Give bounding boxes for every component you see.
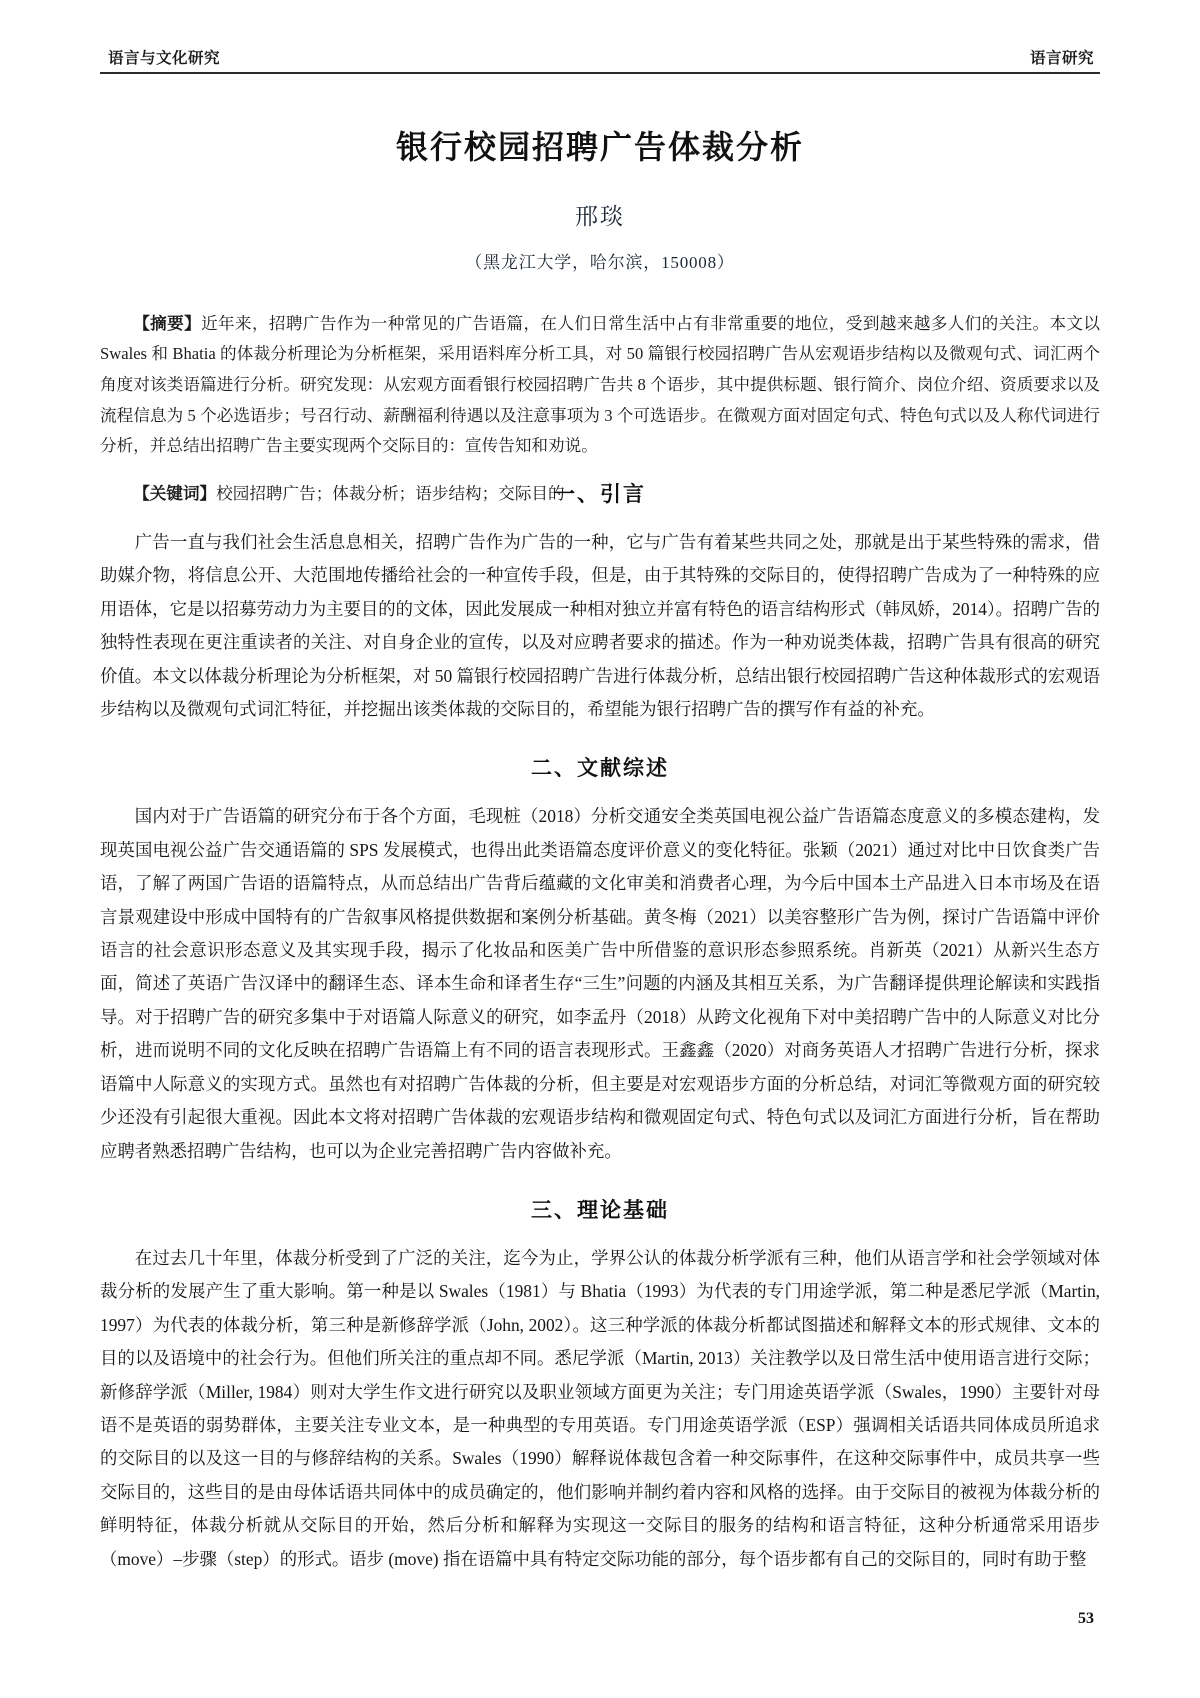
article-author: 邢琰 xyxy=(575,204,625,229)
section-heading: 二、文献综述 xyxy=(531,755,669,781)
abstract-text: 近年来，招聘广告作为一种常见的广告语篇，在人们日常生活中占有非常重要的地位，受到越来越多人们的关注。本文以 Swales 和 Bhatia 的体裁分析理论为分析框架，采用语料库分析工具，对 50 篇银行校园招聘广告从宏观语步结构以及微观句式、词汇两个角度对该类语篇进行分析。研究发现：从宏观方面看银行校园招聘广告共 8 个语步，其中提供标题、银行简介、岗位介绍、资质要求以及流程信息为 5 个必选语步；号召行动、薪酬福利待遇以及注意事项为 3 个可选语步。在微观方面对固定句式、特色句式以及人称代词进行分析，并总结出招聘广告主要实现两个交际目的：宣传告知和劝说。 xyxy=(100,313,1100,456)
page-number: 53 xyxy=(1078,1610,1094,1627)
author-affiliation: （黑龙江大学，哈尔滨，150008） xyxy=(465,253,735,272)
abstract-paragraph xyxy=(100,309,1100,462)
running-header-journal-name: 语言与文化研究 xyxy=(108,50,221,67)
header-divider-rule xyxy=(100,72,1100,74)
section-paragraph: 在过去几十年里，体裁分析受到了广泛的关注，迄今为止，学界公认的体裁分析学派有三种，他们从语言学和社会学领域对体裁分析的发展产生了重大影响。第一种是以 Swales（1981）与 Bhatia（1993）为代表的专门用途学派，第二种是悉尼学派（Martin, 1997）为代表的体裁分析，第三种是新修辞学派（John, 2002）。这三种学派的体裁分析都试图描述和解释文本的形式规律、文本的目的以及语境中的社会行为。但他们所关注的重点却不同。悉尼学派（Martin, 2013）关注教学以及日常生活中使用语言进行交际；新修辞学派（Miller, 1984）则对大学生作文进行研究以及职业领域方面更为关注；专门用途英语学派（Swales，1990）主要针对母语不是英语的弱势群体，主要关注专业文本，是一种典型的专用英语。专门用途英语学派（ESP）强调相关话语共同体成员所追求的交际目的以及这一目的与修辞结构的关系。Swales（1990）解释说体裁包含着一种交际事件，在这种交际事件中，成员共享一些交际目的，这些目的是由母体话语共同体中的成员确定的，他们影响并制约着内容和风格的选择。由于交际目的被视为体裁分析的鲜明特征，体裁分析就从交际目的开始，然后分析和解释为实现这一交际目的服务的结构和语言特征，这种分析通常采用语步（move）–步骤（step）的形式。语步 (move) 指在语篇中具有特定交际功能的部分，每个语步都有自己的交际目的，同时有助于整 xyxy=(100,1247,1100,1569)
keywords-text: 校园招聘广告；体裁分析；语步结构；交际目的 xyxy=(216,483,565,503)
page-content-area xyxy=(100,0,1100,1698)
section-literature-review xyxy=(100,752,1100,1167)
section-heading: 一、引言 xyxy=(554,481,646,506)
article-title: 银行校园招聘广告体裁分析 xyxy=(395,128,804,166)
running-header xyxy=(100,46,1100,80)
keywords-label: 【关键词】 xyxy=(133,483,217,503)
section-paragraph: 广告一直与我们社会生活息息相关，招聘广告作为广告的一种，它与广告有着某些共同之处，那就是出于某些特殊的需求，借助媒介物，将信息公开、大范围地传播给社会的一种宣传手段，但是，由于其特殊的交际目的，使得招聘广告成为了一种特殊的应用语体，它是以招募劳动力为主要目的的文体，因此发展成一种相对独立并富有特色的语言结构形式（韩凤娇，2014）。招聘广告的独特性表现在更注重读者的关注、对自身企业的宣传，以及对应聘者要求的描述。作为一种劝说类体裁，招聘广告具有很高的研究价值。本文以体裁分析理论为分析框架，对 50 篇银行校园招聘广告进行体裁分析，总结出银行校园招聘广告这种体裁形式的宏观语步结构以及微观句式词汇特征，并挖掘出该类体裁的交际目的，希望能为银行招聘广告的撰写作有益的补充。 xyxy=(100,532,1100,720)
section-paragraph: 国内对于广告语篇的研究分布于各个方面，毛现桩（2018）分析交通安全类英国电视公益广告语篇态度意义的多模态建构，发现英国电视公益广告交通语篇的 SPS 发展模式，也得出此类语篇态度评价意义的变化特征。张颖（2021）通过对比中日饮食类广告语，了解了两国广告语的语篇特点，从而总结出广告背后蕴藏的文化审美和消费者心理，为今后中国本土产品进入日本市场及在语言景观建设中形成中国特有的广告叙事风格提供数据和案例分析基础。黄冬梅（2021）以美容整形广告为例，探讨广告语篇中评价语言的社会意识形态意义及其实现手段，揭示了化妆品和医美广告中所借鉴的意识形态参照系统。肖新英（2021）从新兴生态方面，简述了英语广告汉译中的翻译生态、译本生命和译者生存“三生”问题的内涵及其相互关系，为广告翻译提供理论解读和实践指导。对于招聘广告的研究多集中于对语篇人际意义的研究，如李孟丹（2018）从跨文化视角下对中美招聘广告中的人际意义对比分析，进而说明不同的文化反映在招聘广告语篇上有不同的语言表现形式。王鑫鑫（2020）对商务英语人才招聘广告进行分析，探求语篇中人际意义的实现方式。虽然也有对招聘广告体裁的分析，但主要是对宏观语步方面的分析总结，对词汇等微观方面的研究较少还没有引起很大重视。因此本文将对招聘广告体裁的宏观语步结构和微观固定句式、特色句式以及词汇方面进行分析，旨在帮助应聘者熟悉招聘广告结构，也可以为企业完善招聘广告内容做补充。 xyxy=(100,806,1100,1161)
section-introduction xyxy=(100,478,1100,726)
section-theoretical-basis xyxy=(100,1194,1100,1576)
section-heading: 三、理论基础 xyxy=(531,1196,669,1222)
abstract-label: 【摘要】 xyxy=(133,313,202,333)
running-header-section-name: 语言研究 xyxy=(1029,50,1094,67)
article-body xyxy=(100,452,1100,1576)
